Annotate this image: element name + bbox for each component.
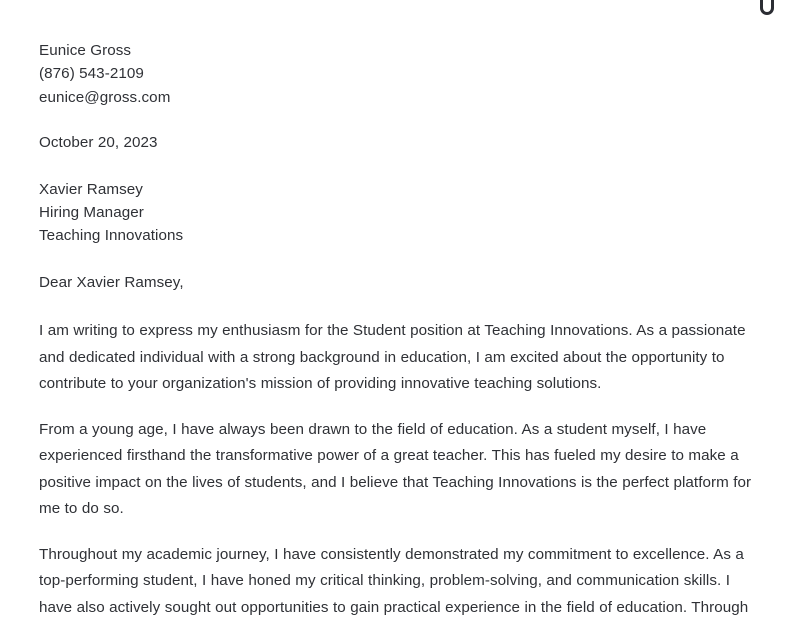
sender-name: Eunice Gross [39,42,132,59]
paperclip-icon [760,0,774,15]
sender-email: eunice@gross.com [39,88,171,106]
letter-date: October 20, 2023 [39,134,158,152]
recipient-title: Hiring Manager [39,204,144,222]
recipient-name: Xavier Ramsey [39,180,143,198]
spacer [39,398,760,417]
spacer [39,109,760,131]
sender-block [39,39,760,109]
salutation: Dear Xavier Ramsey, [39,273,184,291]
body-paragraph: Throughout my academic journey, I have consistently demonstrated my commitment to excellence. As a top-performing student, I have honed my critical thinking, problem-solving, and communication skills. I have also actively sought out opportunities to gain practical experience in the field of education. Through [39,545,749,616]
spacer [39,248,760,271]
body-paragraph: I am writing to express my enthusiasm for the Student position at Teaching Innovations. As a passionate and dedicated individual with a strong background in education, I am excited about the opportunity to contribute to your organization's mission of providing innovative teaching solutions. [39,322,746,393]
spacer [39,155,760,178]
sender-phone: (876) 543-2109 [39,65,144,83]
spacer [39,523,760,542]
body-paragraph: From a young age, I have always been drawn to the field of education. As a student myself, I have experienced firsthand the transformative power of a great teacher. This has fueled my desire to make a positive impact on the lives of students, and I believe that Teaching Innovations is the perfect platform for me to do so. [39,420,752,518]
recipient-company: Teaching Innovations [39,227,184,245]
recipient-block [39,178,760,248]
spacer [39,294,760,318]
